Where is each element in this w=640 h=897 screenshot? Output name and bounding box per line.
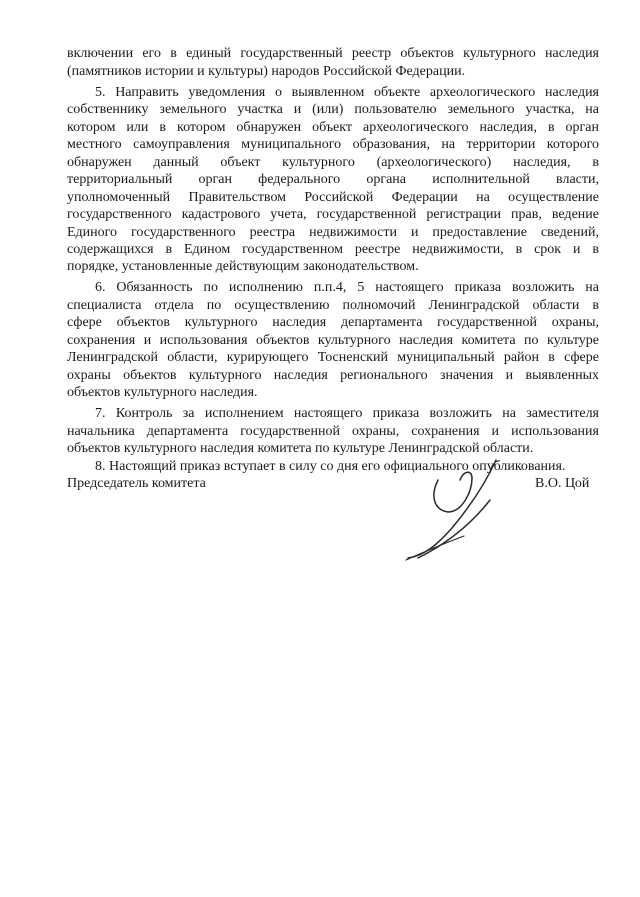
paragraph-5-line-5: обнаружен данный объект культурного (археологического) наследия, в	[67, 155, 599, 170]
paragraph-5-line-10: содержащихся в Едином государственном реестре недвижимости, в срок и в	[67, 242, 599, 257]
paragraph-5-line-8: государственного кадастрового учета, государственной регистрации прав, ведение	[67, 207, 599, 222]
paragraph-7-line-1: 7. Контроль за исполнением настоящего приказа возложить на заместителя	[95, 406, 599, 421]
paragraph-6-line-5: Ленинградской области, курирующего Тосненский муниципальный район в сфере	[67, 350, 599, 365]
text-line-1: включении его в единый государственный реестр объектов культурного наследия	[67, 46, 599, 61]
handwritten-signature	[400, 452, 512, 564]
paragraph-5-line-11: порядке, установленные действующим законодательством.	[67, 259, 419, 274]
signature-name: В.О. Цой	[535, 476, 590, 491]
paragraph-6-line-6: охраны объектов культурного наследия регионального значения и выявленных	[67, 368, 599, 383]
paragraph-6-line-7: объектов культурного наследия.	[67, 385, 258, 400]
paragraph-5-line-7: уполномоченный Правительством Российской Федерации на осуществление	[67, 190, 599, 205]
paragraph-6-line-2: специалиста отдела по осуществлению полномочий Ленинградской области в	[67, 298, 599, 313]
paragraph-7-line-2: начальника департамента государственной охраны, сохранения и использования	[67, 424, 599, 439]
paragraph-6-line-1: 6. Обязанность по исполнению п.п.4, 5 настоящего приказа возложить на	[95, 280, 599, 295]
paragraph-6-line-3: сфере объектов культурного наследия департамента государственной охраны,	[67, 315, 599, 330]
paragraph-6-line-4: сохранения и использования объектов культурного наследия комитета по культуре	[67, 333, 599, 348]
paragraph-5-line-6: территориальный орган федерального органа исполнительной власти,	[67, 172, 599, 187]
paragraph-5-line-2: собственнику земельного участка и (или) пользователю земельного участка, на	[67, 102, 599, 117]
paragraph-5-line-1: 5. Направить уведомления о выявленном объекте археологического наследия	[95, 85, 599, 100]
paragraph-5-line-3: котором или в котором обнаружен объект археологического наследия, в орган	[67, 120, 599, 135]
signature-title: Председатель комитета	[67, 476, 206, 491]
text-line-2: (памятников истории и культуры) народов Российской Федерации.	[67, 64, 466, 79]
paragraph-5-line-9: Единого государственного реестра недвижимости и предоставление сведений,	[67, 225, 599, 240]
paragraph-5-line-4: местного самоуправления муниципального образования, на территории которого	[67, 137, 599, 152]
paragraph-8-line-1: 8. Настоящий приказ вступает в силу со дня его официального опубликования.	[95, 459, 566, 474]
paragraph-7-line-3: объектов культурного наследия комитета по культуре Ленинградской области.	[67, 441, 534, 456]
